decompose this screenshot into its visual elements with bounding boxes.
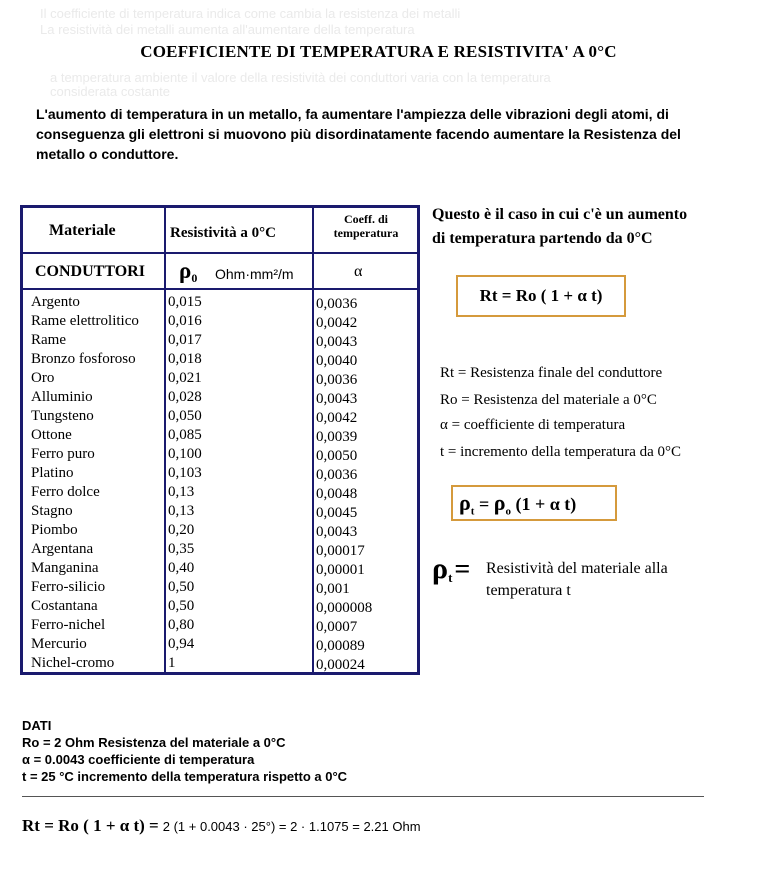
table-cell-coefficient: 0,00089 — [316, 638, 365, 654]
ghost-text-line: considerata costante — [50, 84, 170, 99]
table-cell-material: Argento — [31, 294, 80, 310]
ghost-text-line: Il coefficiente di temperatura indica come cambia la resistenza dei metalli — [40, 6, 461, 21]
subheader-conduttori: CONDUTTORI — [35, 263, 145, 280]
intro-paragraph: L'aumento di temperatura in un metallo, fa aumentare l'ampiezza delle vibrazioni degli atomi, di conseguenza gli elettroni si muovono più disordinatamente facendo aumentare la Resistenza del metallo o conduttore. — [36, 106, 681, 162]
rho-subscript: 0 — [191, 271, 198, 286]
table-cell-material: Ferro-silicio — [31, 579, 106, 595]
table-cell-coefficient: 0,0043 — [316, 334, 358, 350]
table-cell-material: Ferro puro — [31, 446, 95, 462]
ghost-text-line: a temperatura ambiente il valore della resistività dei conduttori varia con la temperatura — [50, 70, 551, 85]
table-cell-resistivity: 0,50 — [168, 579, 195, 595]
table-cell-resistivity: 0,20 — [168, 522, 195, 538]
table-cell-resistivity: 0,018 — [168, 351, 202, 367]
subheader-alpha: α — [354, 263, 363, 280]
table-cell-coefficient: 0,00017 — [316, 543, 365, 559]
table-cell-coefficient: 0,0039 — [316, 429, 358, 445]
table-cell-material: Piombo — [31, 522, 78, 538]
table-cell-coefficient: 0,00024 — [316, 657, 365, 673]
header-coefficient — [315, 212, 417, 240]
rho-definition-symbol — [432, 552, 470, 586]
resistivity-table — [20, 205, 420, 675]
header-materiale: Materiale — [49, 222, 116, 239]
table-cell-coefficient: 0,0036 — [316, 467, 358, 483]
table-cell-material: Ottone — [31, 427, 72, 443]
equals-sign: = — [478, 494, 490, 514]
table-cell-resistivity: 0,50 — [168, 598, 195, 614]
table-cell-coefficient: 0,0036 — [316, 372, 358, 388]
rho-def-subscript: t — [448, 570, 453, 586]
table-cell-material: Ferro-nichel — [31, 617, 106, 633]
header-coefficient-line2: temperatura — [333, 226, 399, 240]
table-cell-material: Mercurio — [31, 636, 87, 652]
formula-rho-rest: (1 + α t) — [515, 494, 577, 514]
table-cell-material: Rame elettrolitico — [31, 313, 139, 329]
legend-line: Ro = Resistenza del materiale a 0°C — [440, 392, 657, 408]
formula-box-rt — [456, 275, 626, 317]
rho-t-symbol: ρ — [459, 490, 471, 515]
rho-definition-line2: temperatura t — [486, 582, 571, 599]
table-cell-material: Manganina — [31, 560, 99, 576]
table-cell-coefficient: 0,0045 — [316, 505, 358, 521]
page-title: COEFFICIENTE DI TEMPERATURA E RESISTIVITA' A 0°C — [140, 42, 617, 61]
table-cell-coefficient: 0,0043 — [316, 391, 358, 407]
rho-o-symbol: ρ — [493, 490, 506, 515]
header-resistivita: Resistività a 0°C — [170, 225, 276, 241]
table-cell-resistivity: 0,80 — [168, 617, 195, 633]
subheader-unit: Ohm·mm²/m — [215, 266, 294, 282]
rho-definition-text — [486, 558, 668, 602]
table-cell-resistivity: 0,94 — [168, 636, 195, 652]
table-cell-coefficient: 0,001 — [316, 581, 350, 597]
formula-box-rho — [451, 485, 617, 521]
horizontal-rule — [22, 796, 704, 797]
table-cell-coefficient: 0,0007 — [316, 619, 358, 635]
table-cell-coefficient: 0,0042 — [316, 315, 358, 331]
data-line: t = 25 °C incremento della temperatura rispetto a 0°C — [22, 769, 348, 784]
rho-def-equals: = — [454, 554, 471, 585]
table-cell-coefficient: 0,0048 — [316, 486, 358, 502]
rho-definition-line1: Resistività del materiale alla — [486, 560, 668, 577]
table-cell-coefficient: 0,0040 — [316, 353, 358, 369]
case-description-line1: Questo è il caso in cui c'è un aumento — [432, 206, 688, 223]
table-cell-material: Argentana — [31, 541, 94, 557]
table-cell-resistivity: 0,016 — [168, 313, 202, 329]
table-cell-material: Stagno — [31, 503, 73, 519]
data-section — [22, 717, 347, 785]
header-coefficient-line1: Coeff. di — [344, 212, 388, 226]
table-cell-coefficient: 0,0043 — [316, 524, 358, 540]
table-column-divider — [312, 208, 314, 672]
data-line: Ro = 2 Ohm Resistenza del materiale a 0°C — [22, 735, 286, 750]
table-cell-resistivity: 0,015 — [168, 294, 202, 310]
calculation-result: 2 (1 + 0.0043 · 25°) = 2 · 1.1075 = 2.21 Ohm — [162, 819, 421, 834]
case-description-line2: di temperatura partendo da 0°C — [432, 230, 653, 247]
rho-o-subscript: o — [505, 505, 511, 518]
table-cell-material: Oro — [31, 370, 55, 386]
table-cell-coefficient: 0,0036 — [316, 296, 358, 312]
table-cell-coefficient: 0,00001 — [316, 562, 365, 578]
table-cell-resistivity: 0,13 — [168, 503, 195, 519]
legend-line: α = coefficiente di temperatura — [440, 417, 626, 433]
rho-symbol: ρ — [179, 258, 192, 283]
table-cell-material: Alluminio — [31, 389, 93, 405]
data-line: α = 0.0043 coefficiente di temperatura — [22, 752, 255, 767]
table-cell-resistivity: 0,028 — [168, 389, 202, 405]
table-cell-material: Platino — [31, 465, 74, 481]
table-cell-resistivity: 0,021 — [168, 370, 202, 386]
case-description — [432, 203, 752, 251]
legend-line: Rt = Resistenza finale del conduttore — [440, 365, 663, 381]
rho-def-symbol: ρ — [432, 552, 449, 585]
table-cell-resistivity: 0,100 — [168, 446, 202, 462]
rho-t-subscript: t — [470, 505, 475, 518]
table-cell-coefficient: 0,0042 — [316, 410, 358, 426]
table-row-divider — [23, 288, 417, 290]
table-cell-material: Nichel-cromo — [31, 655, 115, 671]
coefficient-column — [316, 295, 372, 675]
ghost-text-line: La resistività dei metalli aumenta all'aumentare della temperatura — [40, 22, 415, 37]
data-heading: DATI — [22, 718, 52, 733]
table-cell-coefficient: 0,000008 — [316, 600, 373, 616]
calculation-line — [22, 816, 421, 836]
resistivity-column — [168, 293, 202, 673]
table-row-divider — [23, 252, 417, 254]
legend-line: t = incremento della temperatura da 0°C — [440, 444, 682, 460]
table-cell-resistivity: 0,050 — [168, 408, 202, 424]
table-cell-resistivity: 0,103 — [168, 465, 202, 481]
table-cell-resistivity: 0,13 — [168, 484, 195, 500]
table-column-divider — [164, 208, 166, 672]
table-cell-resistivity: 1 — [168, 655, 176, 671]
subheader-rho — [179, 258, 197, 286]
table-cell-material: Ferro dolce — [31, 484, 100, 500]
table-cell-resistivity: 0,35 — [168, 541, 195, 557]
table-cell-material: Rame — [31, 332, 66, 348]
table-cell-resistivity: 0,085 — [168, 427, 202, 443]
formula-rt: Rt = Ro ( 1 + α t) — [479, 286, 603, 305]
table-cell-coefficient: 0,0050 — [316, 448, 358, 464]
table-cell-material: Costantana — [31, 598, 98, 614]
table-cell-resistivity: 0,017 — [168, 332, 202, 348]
material-column — [31, 293, 139, 673]
table-cell-material: Tungsteno — [31, 408, 94, 424]
calculation-formula: Rt = Ro ( 1 + α t) = — [22, 816, 159, 835]
table-cell-material: Bronzo fosforoso — [31, 351, 136, 367]
table-cell-resistivity: 0,40 — [168, 560, 195, 576]
